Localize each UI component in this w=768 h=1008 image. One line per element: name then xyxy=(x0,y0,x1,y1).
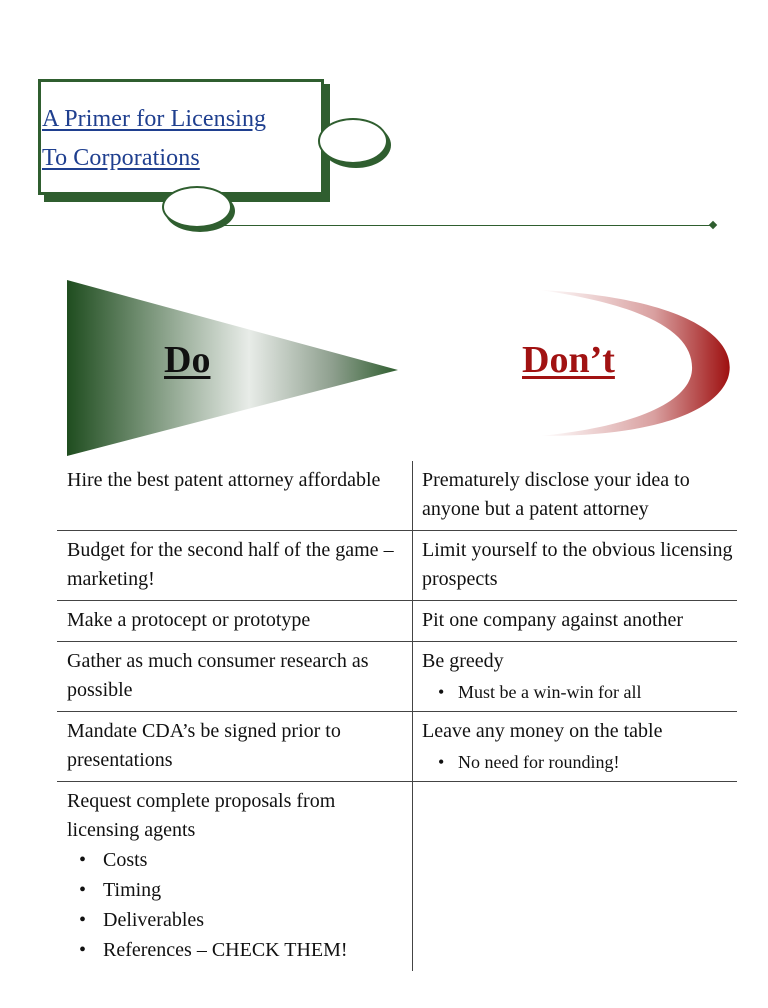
do-cell xyxy=(57,712,412,781)
do-bullet-item: • References – CHECK THEM! xyxy=(67,935,408,965)
do-item-text: Mandate CDA’s be signed prior to presentations xyxy=(67,720,341,771)
do-cell xyxy=(57,461,412,530)
do-bullet-item: • Deliverables xyxy=(67,905,408,935)
do-item-text: Hire the best patent attorney affordable xyxy=(67,469,381,491)
decorative-bubble xyxy=(318,118,388,164)
dont-bullet-item: • No need for rounding! xyxy=(422,750,733,774)
do-cell xyxy=(57,782,412,971)
dont-cell xyxy=(412,642,737,711)
dont-heading: Don’t xyxy=(522,339,615,381)
dont-cell xyxy=(412,712,737,781)
table-row xyxy=(57,782,737,971)
dont-item-text: Leave any money on the table xyxy=(422,720,663,742)
dont-cell xyxy=(412,461,737,530)
dont-item-text: Limit yourself to the obvious licensing prospects xyxy=(422,539,733,590)
do-heading: Do xyxy=(164,339,211,381)
do-cell xyxy=(57,642,412,711)
table-row xyxy=(57,642,737,712)
dont-bullet-item: • Must be a win-win for all xyxy=(422,680,733,704)
do-dont-table xyxy=(57,461,737,971)
divider-end-diamond xyxy=(709,221,717,229)
do-cell xyxy=(57,601,412,641)
dont-item-text: Pit one company against another xyxy=(422,609,684,631)
do-bullet-item: • Costs xyxy=(67,845,408,875)
do-bullet-list xyxy=(67,845,408,965)
title-line-2: To Corporations xyxy=(42,145,200,171)
table-row xyxy=(57,712,737,782)
do-item-text: Make a protocept or prototype xyxy=(67,609,311,631)
dont-bullet-list xyxy=(422,680,733,704)
title-card xyxy=(38,79,324,195)
dont-item-text: Prematurely disclose your idea to anyone but a patent attorney xyxy=(422,469,690,520)
decorative-bubble xyxy=(162,186,232,228)
do-item-text: Request complete proposals from licensing agents xyxy=(67,790,336,841)
do-bullet-item: • Timing xyxy=(67,875,408,905)
table-row xyxy=(57,461,737,531)
do-item-text: Gather as much consumer research as possible xyxy=(67,650,369,701)
title-line-1: A Primer for Licensing xyxy=(42,106,267,132)
do-item-text: Budget for the second half of the game – marketing! xyxy=(67,539,394,590)
dont-bullet-list xyxy=(422,750,733,774)
dont-cell xyxy=(412,531,737,600)
dont-item-text: Be greedy xyxy=(422,650,504,672)
table-row xyxy=(57,601,737,642)
do-cell xyxy=(57,531,412,600)
dont-cell xyxy=(412,782,737,971)
do-arrow-shape xyxy=(67,280,398,456)
dont-cell xyxy=(412,601,737,641)
do-dont-graphic xyxy=(0,270,768,470)
table-row xyxy=(57,531,737,601)
divider-line xyxy=(212,225,714,226)
